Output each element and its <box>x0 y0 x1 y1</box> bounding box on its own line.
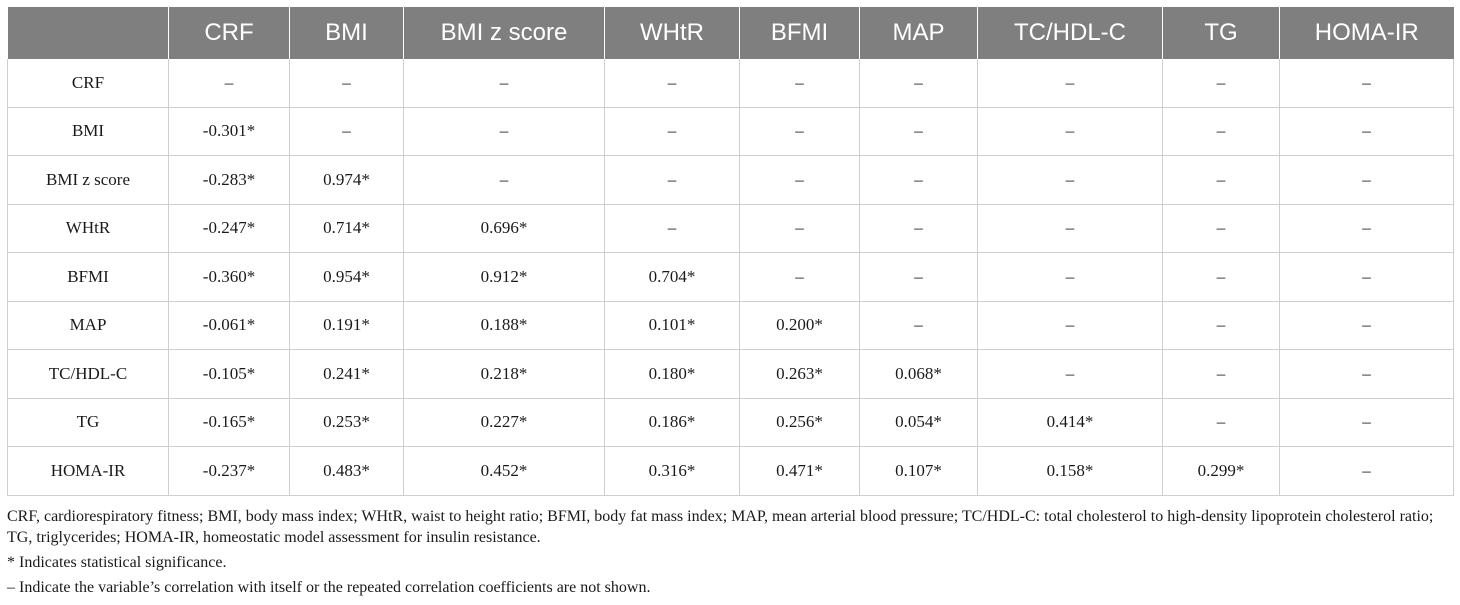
table-cell: 0.912* <box>404 253 605 302</box>
table-cell: – <box>1163 398 1280 447</box>
table-cell: – <box>1163 253 1280 302</box>
table-row <box>8 253 1454 302</box>
table-cell: – <box>1163 301 1280 350</box>
table-header <box>8 7 1454 59</box>
table-row <box>8 447 1454 496</box>
table-cell: -0.247* <box>169 204 290 253</box>
column-header: BFMI <box>740 7 860 59</box>
table-cell: 0.483* <box>290 447 404 496</box>
table-cell: – <box>1163 107 1280 156</box>
table-row <box>8 350 1454 399</box>
table-cell: – <box>978 204 1163 253</box>
table-row <box>8 301 1454 350</box>
table-cell: -0.237* <box>169 447 290 496</box>
table-cell: 0.107* <box>860 447 978 496</box>
table-row <box>8 107 1454 156</box>
column-header: WHtR <box>605 7 740 59</box>
table-cell: -0.283* <box>169 156 290 205</box>
table-cell: 0.188* <box>404 301 605 350</box>
table-cell: – <box>1163 59 1280 107</box>
table-cell: – <box>740 253 860 302</box>
table-cell: – <box>1163 350 1280 399</box>
table-cell: – <box>1280 156 1454 205</box>
table-cell: – <box>978 350 1163 399</box>
table-cell: – <box>1280 204 1454 253</box>
row-label: HOMA-IR <box>8 447 169 496</box>
table-cell: -0.301* <box>169 107 290 156</box>
column-header: BMI <box>290 7 404 59</box>
table-row <box>8 156 1454 205</box>
table-cell: 0.227* <box>404 398 605 447</box>
table-cell: 0.200* <box>740 301 860 350</box>
table-cell: 0.299* <box>1163 447 1280 496</box>
table-cell: – <box>860 301 978 350</box>
correlation-table <box>7 7 1454 496</box>
table-cell: 0.704* <box>605 253 740 302</box>
row-label: BMI <box>8 107 169 156</box>
row-label: WHtR <box>8 204 169 253</box>
table-cell: 0.696* <box>404 204 605 253</box>
table-cell: – <box>978 301 1163 350</box>
table-cell: – <box>404 156 605 205</box>
table-cell: – <box>740 59 860 107</box>
table-cell: – <box>605 59 740 107</box>
table-cell: – <box>1280 350 1454 399</box>
table-cell: 0.316* <box>605 447 740 496</box>
column-header: CRF <box>169 7 290 59</box>
table-cell: 0.241* <box>290 350 404 399</box>
table-cell: -0.165* <box>169 398 290 447</box>
table-cell: 0.714* <box>290 204 404 253</box>
table-cell: – <box>1163 156 1280 205</box>
table-cell: 0.414* <box>978 398 1163 447</box>
table-cell: 0.101* <box>605 301 740 350</box>
table-cell: – <box>404 59 605 107</box>
row-label: TG <box>8 398 169 447</box>
table-cell: – <box>290 59 404 107</box>
table-cell: -0.360* <box>169 253 290 302</box>
table-container <box>7 7 1453 602</box>
table-cell: – <box>740 107 860 156</box>
column-header: TC/HDL-C <box>978 7 1163 59</box>
table-row <box>8 59 1454 107</box>
table-cell: – <box>860 107 978 156</box>
column-header: TG <box>1163 7 1280 59</box>
table-notes <box>7 506 1453 598</box>
table-cell: -0.105* <box>169 350 290 399</box>
table-cell: – <box>1280 253 1454 302</box>
table-cell: -0.061* <box>169 301 290 350</box>
table-cell: – <box>740 156 860 205</box>
table-cell: 0.158* <box>978 447 1163 496</box>
column-header: BMI z score <box>404 7 605 59</box>
table-cell: – <box>404 107 605 156</box>
table-cell: – <box>1280 107 1454 156</box>
table-cell: 0.180* <box>605 350 740 399</box>
table-cell: – <box>290 107 404 156</box>
table-cell: – <box>605 107 740 156</box>
table-cell: 0.253* <box>290 398 404 447</box>
row-label: MAP <box>8 301 169 350</box>
table-cell: 0.218* <box>404 350 605 399</box>
table-cell: – <box>860 204 978 253</box>
table-cell: – <box>605 156 740 205</box>
table-cell: – <box>605 204 740 253</box>
table-cell: – <box>1280 301 1454 350</box>
table-cell: – <box>1163 204 1280 253</box>
header-corner-cell <box>8 7 169 59</box>
dash-note: – Indicate the variable’s correlation with itself or the repeated correlation coefficients are not shown. <box>7 578 651 596</box>
row-label: BFMI <box>8 253 169 302</box>
table-cell: – <box>1280 398 1454 447</box>
table-row <box>8 204 1454 253</box>
table-cell: 0.452* <box>404 447 605 496</box>
table-cell: – <box>860 59 978 107</box>
abbreviations-note: CRF, cardiorespiratory fitness; BMI, body mass index; WHtR, waist to height ratio; BFMI, body fat mass index; MAP, mean arterial blood pressure; TC/HDL-C: total cholesterol to high-density lipoprotein cholesterol ratio; TG, triglycerides; HOMA-IR, homeostatic model assessment for insulin resistance. <box>7 507 1434 546</box>
table-cell: 0.471* <box>740 447 860 496</box>
column-header: MAP <box>860 7 978 59</box>
table-cell: – <box>978 107 1163 156</box>
table-cell: – <box>978 59 1163 107</box>
column-header: HOMA-IR <box>1280 7 1454 59</box>
table-row <box>8 398 1454 447</box>
significance-note: * Indicates statistical significance. <box>7 553 227 571</box>
row-label: BMI z score <box>8 156 169 205</box>
table-cell: – <box>860 253 978 302</box>
table-cell: – <box>169 59 290 107</box>
table-cell: 0.256* <box>740 398 860 447</box>
table-cell: – <box>978 156 1163 205</box>
table-cell: – <box>740 204 860 253</box>
table-cell: 0.191* <box>290 301 404 350</box>
table-cell: 0.974* <box>290 156 404 205</box>
table-cell: – <box>978 253 1163 302</box>
header-row <box>8 7 1454 59</box>
table-cell: 0.054* <box>860 398 978 447</box>
table-body <box>8 59 1454 495</box>
table-cell: – <box>1280 59 1454 107</box>
row-label: TC/HDL-C <box>8 350 169 399</box>
table-cell: 0.954* <box>290 253 404 302</box>
table-cell: 0.186* <box>605 398 740 447</box>
row-label: CRF <box>8 59 169 107</box>
table-cell: – <box>1280 447 1454 496</box>
table-cell: 0.068* <box>860 350 978 399</box>
table-cell: – <box>860 156 978 205</box>
table-cell: 0.263* <box>740 350 860 399</box>
